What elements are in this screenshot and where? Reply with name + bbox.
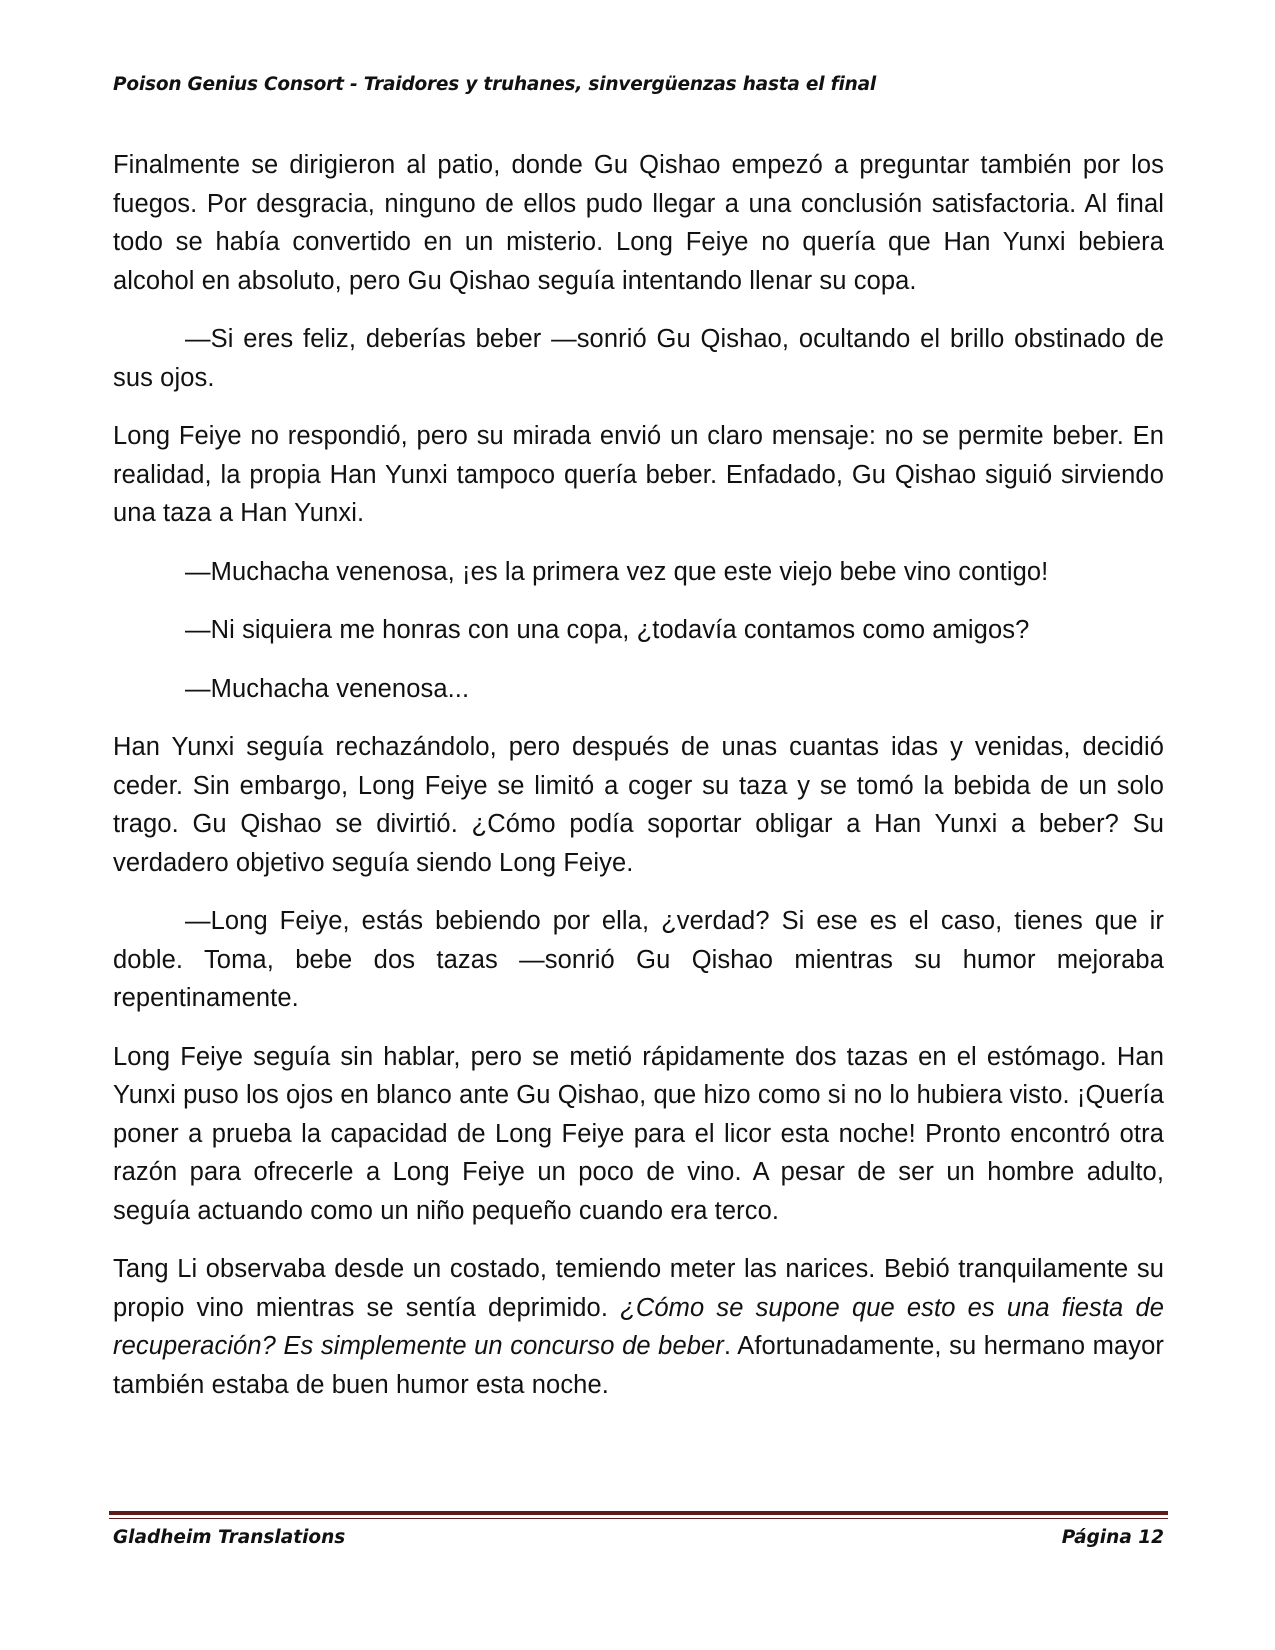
dialogue-paragraph: —Si eres feliz, deberías beber —sonrió Gu Qishao, ocultando el brillo obstinado de sus ojos. <box>113 325 1164 392</box>
paragraph: Long Feiye seguía sin hablar, pero se metió rápidamente dos tazas en el estómago. Han Yunxi puso los ojos en blanco ante Gu Qishao, que hizo como si no lo hubiera visto. ¡Quería poner a prueba la capacidad de Long Feiye para el licor esta noche! Pronto encontró otra razón para ofrecerle a Long Feiye un poco de vino. A pesar de ser un hombre adulto, seguía actuando como un niño pequeño cuando era terco. <box>113 1042 1164 1225</box>
paragraph: Han Yunxi seguía rechazándolo, pero después de unas cuantas idas y venidas, decidió ceder. Sin embargo, Long Feiye se limitó a coger su taza y se tomó la bebida de un solo trago. Gu Qishao se divirtió. ¿Cómo podía soportar obligar a Han Yunxi a beber? Su verdadero objetivo seguía siendo Long Feiye. <box>113 733 1164 877</box>
page-body <box>113 146 1164 1424</box>
footer-rule-thick <box>109 1511 1168 1515</box>
page-header: Poison Genius Consort - Traidores y truhanes, sinvergüenzas hasta el final <box>113 74 877 95</box>
dialogue-paragraph: —Long Feiye, estás bebiendo por ella, ¿verdad? Si ese es el caso, tienes que ir doble. Toma, bebe dos tazas —sonrió Gu Qishao mientras su humor mejoraba repentinamente. <box>113 907 1164 1012</box>
paragraph-text-before: Tang Li observaba desde un costado, temiendo meter las narices. Bebió tranquilamente su propio vino mientras se sentía deprimido. <box>113 1255 1164 1322</box>
paragraph-text-after: . Afortunadamente, su hermano mayor también estaba de buen humor esta noche. <box>113 1332 1164 1399</box>
paragraph <box>113 1250 1164 1404</box>
dialogue-paragraph: —Muchacha venenosa, ¡es la primera vez que este viejo bebe vino contigo! <box>185 557 1049 586</box>
footer-publisher: Gladheim Translations <box>113 1527 346 1548</box>
footer-page-number: Página 12 <box>1061 1527 1164 1548</box>
footer-rule-thin <box>109 1518 1168 1519</box>
dialogue-paragraph: —Ni siquiera me honras con una copa, ¿todavía contamos como amigos? <box>185 616 1030 644</box>
paragraph: Long Feiye no respondió, pero su mirada envió un claro mensaje: no se permite beber. En realidad, la propia Han Yunxi tampoco quería beber. Enfadado, Gu Qishao siguió sirviendo una taza a Han Yunxi. <box>113 422 1164 527</box>
italic-thought: ¿Cómo se supone que esto es una fiesta de recuperación? Es simplemente un concurso de beber <box>113 1293 1165 1360</box>
paragraph: Finalmente se dirigieron al patio, donde Gu Qishao empezó a preguntar también por los fuegos. Por desgracia, ninguno de ellos pudo llegar a una conclusión satisfactoria. Al final todo se había convertido en un misterio. Long Feiye no quería que Han Yunxi bebiera alcohol en absoluto, pero Gu Qishao seguía intentando llenar su copa. <box>113 151 1164 295</box>
dialogue-paragraph: —Muchacha venenosa... <box>185 674 470 703</box>
